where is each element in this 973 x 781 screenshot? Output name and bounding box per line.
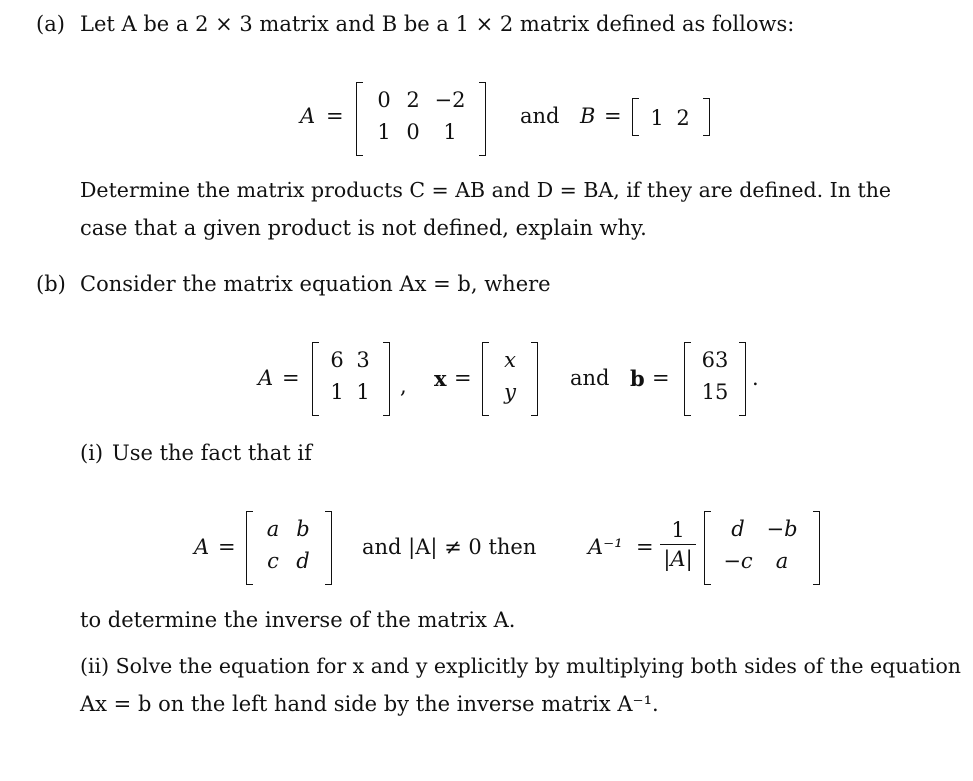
equals-sign: =	[454, 366, 472, 390]
matrix-cell: 1	[650, 106, 664, 130]
matrix-cell: 2	[676, 106, 690, 130]
matrix-cell: 15	[701, 380, 729, 404]
vector-b-name: b	[630, 366, 645, 391]
equals-sign: =	[282, 366, 300, 390]
sub-i-followup: to determine the inverse of the matrix A.	[80, 608, 516, 632]
condition-text: and |A| ≠ 0 then	[362, 535, 537, 559]
sub-ii-text-line1: Solve the equation for x and y explicitly by multiplying both sides of the equation	[115, 654, 961, 678]
matrix-cell: x	[504, 348, 516, 372]
matrix-b	[632, 98, 710, 136]
inverse-name: A⁻¹	[588, 535, 623, 559]
matrix-a-name: A	[258, 366, 274, 390]
matrix-cell: 1	[330, 380, 344, 404]
matrix-a-name: A	[194, 535, 210, 559]
sub-i-text: Use the fact that if	[112, 441, 312, 465]
part-a-intro: Let A be a 2 × 3 matrix and B be a 1 × 2 matrix defined as follows:	[80, 12, 795, 36]
matrix-cell: 2	[406, 88, 420, 112]
matrix-cell: a	[266, 517, 280, 541]
matrix-cell: −b	[766, 517, 798, 541]
fraction-numerator: 1	[671, 518, 685, 542]
part-a-question-line1: Determine the matrix products C = AB and D = BA, if they are defined. In the	[80, 178, 892, 202]
matrix-cell: 3	[356, 348, 370, 372]
part-b-label: (b)	[36, 272, 66, 296]
matrix-cell: 1	[377, 120, 391, 144]
sub-i-label: (i)	[80, 441, 104, 465]
matrix-a	[312, 342, 390, 416]
matrix-cell: a	[775, 549, 789, 573]
matrix-cell: 0	[377, 88, 391, 112]
matrix-cell: 6	[330, 348, 344, 372]
matrix-cell: 0	[406, 120, 420, 144]
matrix-cell: d	[731, 517, 745, 541]
period: .	[752, 366, 759, 390]
matrix-a-name: A	[300, 104, 316, 128]
sub-ii-text-line2: Ax = b on the left hand side by the inverse matrix A⁻¹.	[80, 692, 659, 716]
equals-sign: =	[604, 104, 622, 128]
part-a-question-line2: case that a given product is not defined, explain why.	[80, 216, 647, 240]
matrix-a	[356, 82, 486, 156]
matrix-cell: d	[296, 549, 310, 573]
part-b-intro: Consider the matrix equation Ax = b, where	[80, 272, 551, 296]
equals-sign: =	[652, 366, 670, 390]
matrix-inverse	[704, 511, 820, 585]
and-word: and	[570, 366, 610, 390]
matrix-cell: −c	[723, 549, 753, 573]
sub-ii-label: (ii)	[80, 654, 110, 678]
fraction-denominator: |A|	[663, 547, 693, 571]
vector-x-name: x	[434, 366, 447, 391]
matrix-b-name: B	[580, 104, 596, 128]
part-a-label: (a)	[36, 12, 65, 36]
matrix-cell: 63	[701, 348, 729, 372]
matrix-cell: b	[296, 517, 310, 541]
matrix-cell: −2	[434, 88, 466, 112]
fraction	[660, 518, 696, 571]
vector-b	[684, 342, 746, 416]
and-word: and	[520, 104, 560, 128]
equals-sign: =	[218, 535, 236, 559]
matrix-cell: 1	[356, 380, 370, 404]
vector-x	[482, 342, 538, 416]
sub-ii-line1	[80, 656, 961, 677]
matrix-cell: 1	[443, 120, 457, 144]
comma: ,	[400, 374, 407, 398]
matrix-cell: y	[504, 380, 516, 404]
matrix-cell: c	[267, 549, 279, 573]
equals-sign: =	[326, 104, 344, 128]
equals-sign: =	[636, 535, 654, 559]
matrix-general	[246, 511, 332, 585]
